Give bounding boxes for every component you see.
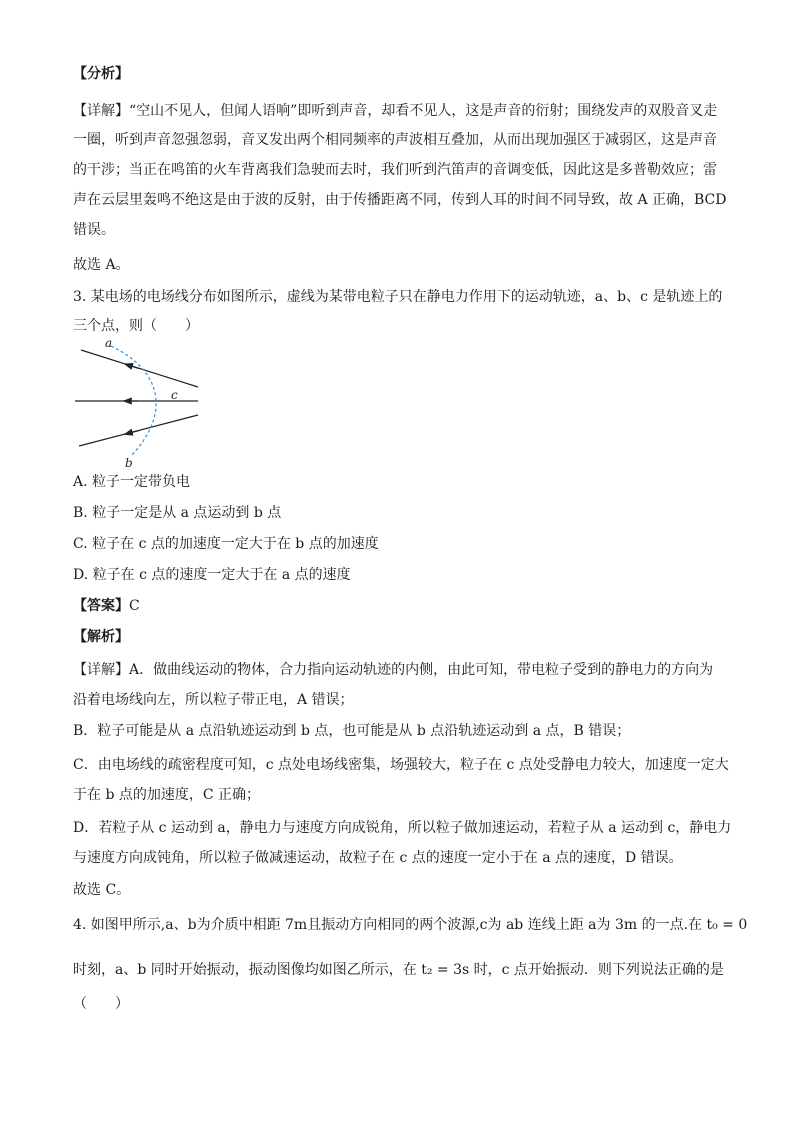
q3-detail-line-6: D．若粒子从 c 运动到 a，静电力与速度方向成锐角，所以粒子做加速运动，若粒子从 a 运动到 c，静电力 bbox=[73, 820, 732, 836]
q3-detail-line-4: C．由电场线的疏密程度可知，c 点处电场线密集，场强较大，粒子在 c 点处受静电力较大，加速度一定大 bbox=[73, 757, 729, 773]
q2-choose: 故选 A。 bbox=[73, 257, 130, 273]
q3-stem-line-2: 三个点，则（ ） bbox=[73, 318, 199, 334]
q3-option-c: C. 粒子在 c 点的加速度一定大于在 b 点的加速度 bbox=[73, 536, 379, 552]
q3-analysis-heading: 【解析】 bbox=[73, 629, 129, 645]
q2-detail-line-5: 错误。 bbox=[73, 222, 115, 238]
label-a: a bbox=[105, 338, 113, 350]
q4-stem-line-2: 时刻，a、b 同时开始振动，振动图像均如图乙所示，在 t₂ = 3s 时，c 点开始振动．则下列说法正确的是 bbox=[73, 962, 724, 978]
q3-choose: 故选 C。 bbox=[73, 882, 131, 898]
q3-detail-line-1: 【详解】A．做曲线运动的物体，合力指向运动轨迹的内侧，由此可知，带电粒子受到的静电力的方向为 bbox=[73, 662, 714, 678]
q2-detail-line-2: 一圈，听到声音忽强忽弱，音叉发出两个相同频率的声波相互叠加，从而出现加强区于减弱区，这是声音 bbox=[73, 132, 717, 148]
q3-option-b: B. 粒子一定是从 a 点运动到 b 点 bbox=[73, 505, 282, 521]
q3-detail-line-2: 沿着电场线向左，所以粒子带正电，A 错误； bbox=[73, 692, 354, 708]
q3-option-a: A. 粒子一定带负电 bbox=[73, 474, 191, 490]
field-arrow-upper bbox=[128, 365, 139, 369]
q3-detail-line-3: B．粒子可能是从 a 点沿轨迹运动到 b 点，也可能是从 b 点沿轨迹运动到 a 点，B 错误； bbox=[73, 723, 631, 739]
q3-answer bbox=[73, 596, 140, 616]
q3-option-d: D. 粒子在 c 点的速度一定大于在 a 点的速度 bbox=[73, 567, 351, 583]
label-c: c bbox=[171, 388, 178, 402]
label-b: b bbox=[125, 456, 133, 468]
q2-detail-line-3: 的干涉；当正在鸣笛的火车背离我们急驶而去时，我们听到汽笛声的音调变低，因此这是多普勒效应；雷 bbox=[73, 162, 717, 178]
analysis-heading: 【分析】 bbox=[73, 66, 129, 82]
q2-detail-line-1: 【详解】“空山不见人，但闻人语响”即听到声音，却看不见人，这是声音的衍射；围绕发声的双股音叉走 bbox=[73, 103, 718, 119]
field-arrow-lower bbox=[128, 431, 139, 434]
q3-stem-line-1: 3. 某电场的电场线分布如图所示，虚线为某带电粒子只在静电力作用下的运动轨迹，a、b、c 是轨迹上的 bbox=[73, 289, 723, 305]
field-line-upper bbox=[81, 350, 198, 387]
q4-stem-line-1: 4. 如图甲所示,a、b为介质中相距 7m且振动方向相同的两个波源,c为 ab 连线上距 a为 3m 的一点.在 t₀ = 0 bbox=[73, 917, 748, 933]
electric-field-figure bbox=[73, 338, 208, 468]
q3-detail-line-5: 于在 b 点的加速度，C 正确； bbox=[73, 787, 261, 803]
q3-detail-line-7: 与速度方向成钝角，所以粒子做减速运动，故粒子在 c 点的速度一定小于在 a 点的速度，D 错误。 bbox=[73, 850, 683, 866]
q4-stem-line-3: （ ） bbox=[73, 996, 129, 1012]
answer-tag: 【答案】 bbox=[73, 598, 129, 614]
answer-value: C bbox=[129, 598, 140, 614]
q2-detail-line-4: 声在云层里轰鸣不绝这是由于波的反射，由于传播距离不同，传到人耳的时间不同导致，故 A 正确，BCD bbox=[73, 192, 727, 208]
